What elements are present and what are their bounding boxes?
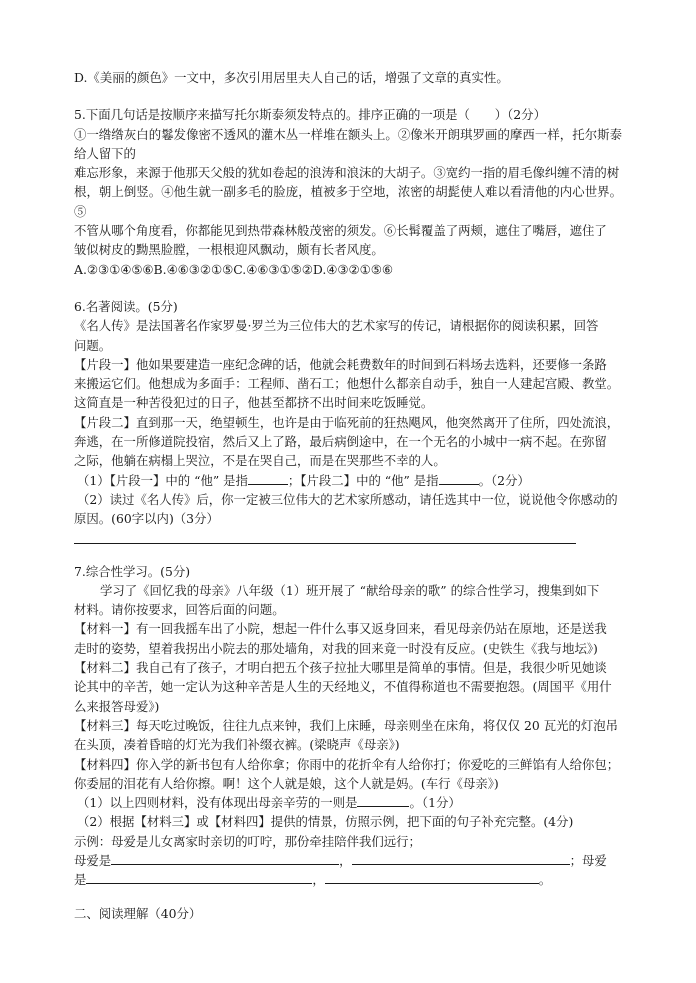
q7-intro-line: 学习了《回忆我的母亲》八年级（1）班开展了 “献给母亲的歌” 的综合性学习，搜集到如下 [100,582,600,598]
question-5 [74,105,622,279]
q7-subquestion-1: （1）以上四则材料，没有体现出母亲辛劳的一则是 。（1分） [77,795,461,811]
q5-body-line: 难忘形象，来源于他那天父般的犹如卷起的浪涛和浪沫的大胡子。③宽约一指的眉毛像纠缠不清的树 [74,165,620,181]
q6-fragment-1-line: 【片段一】他如果要建造一座纪念碑的话，他就会耗费数年的时间到石料场去选料，还要修一条路 [74,356,607,372]
q6-fragment-2-line: 【片段二】直到那一天，绝望顿生，也许是由于临死前的狂热飓风，他突然离开了住所，四处流浪， [74,414,620,430]
q6-fragment-1-line: 来搬运它们。他想成为多面手：工程师、凿石工；他想什么都亲自动手，独自一人建起宫殿、教堂。 [74,376,620,392]
answer-blank[interactable] [111,851,339,865]
answer-blank[interactable] [325,870,539,884]
q6-fragment-2-line: 之际，他躺在病榻上哭泣，不是在哭自己，而是在哭那些不幸的人。 [74,453,446,469]
q7-fill-line-2: 是 ， 。 [74,872,552,888]
q6-fragment-2-line: 奔逃，在一所修道院投宿，然后又上了路，最后病倒途中，在一个无名的小城中一病不起。在弥留 [74,434,607,450]
q7-material-3-line: 在头顶，凑着昏暗的灯光为我们补缀衣裤。(梁晓声《母亲》) [74,737,400,753]
q7-material-1-line: 【材料一】有一回我摇车出了小院，想起一件什么事又返身回来，看见母亲仍站在原地，还是送我 [74,621,607,637]
answer-blank[interactable] [352,851,570,865]
answer-blank[interactable] [357,793,409,807]
q6-subquestion-2-line: 原因。(60字以内)（3分） [74,511,219,527]
q5-body-line: ①一绺绺灰白的鬈发像密不透风的灌木丛一样堆在额头上。②像米开朗琪罗画的摩西一样，托尔斯泰给人留下的 [74,126,622,161]
exam-page [74,68,622,923]
q7-material-2-line: 【材料二】我自己有了孩子，才明白把五个孩子拉扯大哪里是简单的事情。但是，我很少听见她谈 [74,660,607,676]
q6-fragment-1-line: 这简直是一种苦役犯过的日子，他甚至都挤不出时间来吃饭睡觉。 [74,395,434,411]
q7-material-3-line: 【材料三】每天吃过晚饭，往往九点来钟，我们上床睡，母亲则坐在床角，将仅仅 20 瓦光的灯泡吊 [74,717,619,733]
question-7 [74,562,622,890]
q7-material-4-line: 你委屈的泪花有人给你擦。啊！这个人就是娘，这个人就是妈。(车行《母亲》) [74,775,499,791]
q6-intro-line: 问题。 [74,337,112,353]
q7-intro-line: 材料。请你按要求，回答后面的问题。 [74,602,285,618]
q4-option-d: D.《美丽的颜色》一文中，多次引用居里夫人自己的话，增强了文章的真实性。 [74,70,509,85]
q6-title: 6.名著阅读。(5分) [74,298,178,314]
question-6 [74,297,622,544]
q5-body-line: 皱似树皮的黝黑脸膛，一根根迎风飘动，颇有长者风度。 [74,242,384,258]
q6-subquestion-2-line: （2）读过《名人传》后，你一定被三位伟大的艺术家所感动，请任选其中一位，说说他令你感动的 [77,491,618,507]
section-2-heading: 二、阅读理解（40分） [74,905,202,921]
q7-fill-line-1: 母爱是 ， ；母爱 [74,852,607,868]
q7-material-2-line: 论其中的辛苦，她一定认为这种辛苦是人生的天经地义，不值得称道也不需要抱怨。(周国平《用什 [74,679,612,695]
answer-blank[interactable] [86,870,312,884]
q5-title: 5.下面几句话是按顺序来描写托尔斯泰须发特点的。排序正确的一项是（ ）（2分） [74,107,546,123]
q7-subquestion-2: （2）根据【材料三】或【材料四】提供的情景，仿照示例，把下面的句子补充完整。(4分) [77,814,574,830]
q7-example: 示例：母爱是儿女离家时亲切的叮咛，那份牵挂陪伴我们远行； [74,833,421,849]
q7-material-1-line: 走时的姿势，望着我拐出小院去的那处墙角，对我的回来竟一时没有反应。(史铁生《我与地坛》) [74,640,598,656]
q7-material-4-line: 【材料四】你入学的新书包有人给你拿；你雨中的花折伞有人给你打；你爱吃的三鲜馅有人给你包； [74,756,620,772]
answer-blank[interactable] [439,471,479,485]
answer-blank[interactable] [248,471,288,485]
q6-subquestion-1: （1）【片段一】中的 “他” 是指 ；【片段二】中的 “他” 是指 。（2分） [77,472,530,488]
q7-material-2-line: 么来报答母爱》) [74,698,160,714]
q6-intro-line: 《名人传》是法国著名作家罗曼·罗兰为三位伟大的艺术家写的传记，请根据你的阅读积累，回答 [74,318,599,334]
q5-body-line: 根，朝上倒竖。④他生就一副多毛的脸庞，植被多于空地，浓密的胡髭使人难以看清他的内心世界。⑤ [74,184,622,219]
q7-title: 7.综合性学习。(5分) [74,563,191,579]
q5-body-line: 不管从哪个角度看，你都能见到热带森林般茂密的须发。⑥长髯覆盖了两颊，遮住了嘴唇，遮住了 [74,223,607,239]
q5-options: A.②③①④⑤⑥B.④⑥③②①⑤C.④⑥③①⑤②D.④③②①⑤⑥ [74,261,393,277]
